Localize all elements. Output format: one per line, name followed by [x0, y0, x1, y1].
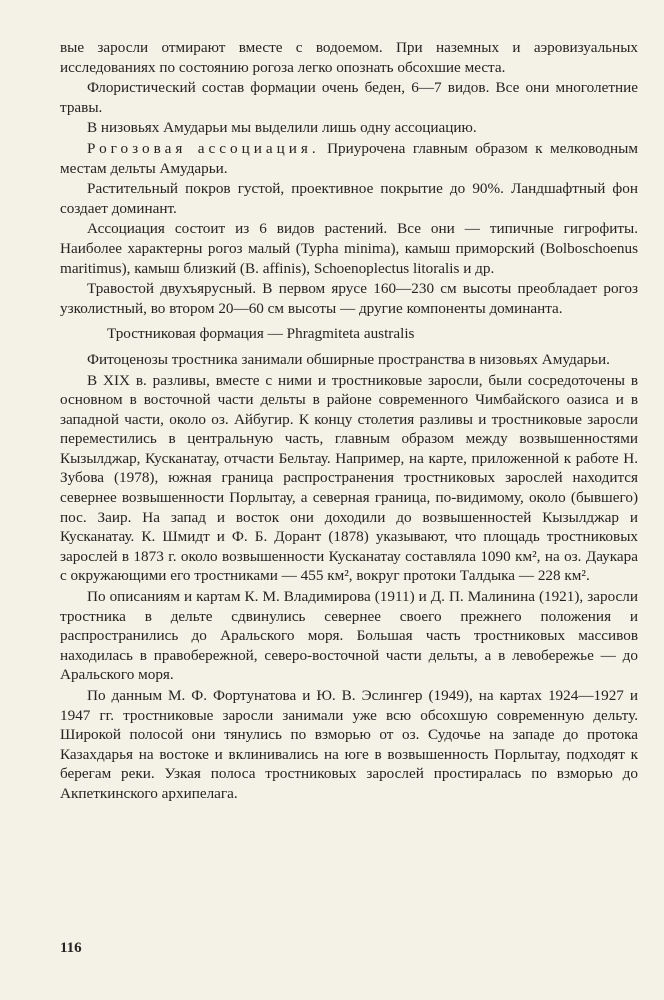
paragraph-vegetation-cover: Растительный покров густой, проективное покрытие до 90%. Ландшафтный фон создает доминант.	[60, 180, 638, 217]
page-number: 116	[60, 940, 82, 956]
formation-heading: Тростниковая формация — Phragmiteta australis	[107, 325, 415, 343]
page-body	[60, 38, 638, 805]
paragraph-floristic-composition: Флористический состав формации очень беден, 6—7 видов. Все они многолетние травы.	[60, 79, 638, 116]
paragraph-species: Ассоциация состоит из 6 видов растений. Все они — типичные гигрофиты. Наиболее характерны рогоз малый (Typha minima), камыш приморский (Bolboschoenus maritimus), камыш близкий (B. affinis), Schoenoplectus litoralis и др.	[60, 220, 638, 277]
association-text: Приурочена главным образом к мелководным местам дельты Амударьи.	[60, 139, 638, 177]
paragraph-xix-century: В XIX в. разливы, вместе с ними и тростниковые заросли, были сосредоточены в основном в восточной части дельты в районе современного Чимбайского оазиса и в западной части, около оз. Айбугир. К концу столетия разливы и тростниковые заросли переместились в центральную часть, главным образом между возвышенностями Кызылджар, Кусканатау, отчасти Бельтау. Например, на карте, приложенной к работе Н. Зубова (1978), южная граница распространения тростниковых зарослей находится севернее возвышенности Порлытау, а северная граница, по-видимому, около (бывшего) пос. Заир. На запад и восток они доходили до возвышенностей Кызылджар и Кусканатау. К. Шмидт и Ф. Б. Дорант (1878) указывают, что площадь тростниковых зарослей в 1873 г. около возвышенности Кусканатау составляла 1090 км², на оз. Даукара с окружающими его тростниками — 455 км², вокруг протоки Талдыка — 228 км².	[60, 371, 638, 585]
paragraph-one-association: В низовьях Амударьи мы выделили лишь одну ассоциацию.	[87, 119, 477, 137]
paragraph-vladimirov-malinin: По описаниям и картам К. М. Владимирова (1911) и Д. П. Малинина (1921), заросли тростника в дельте сдвинулись севернее своего прежнего положения и распространились до Аральского моря. Большая часть тростниковых массивов находилась в правобережной, северо-восточной части дельты, а в левобережье — до Аральского моря.	[60, 588, 638, 684]
association-name: Рогозовая ассоциация.	[87, 139, 320, 157]
paragraph-phytocenoses: Фитоценозы тростника занимали обширные пространства в низовьях Амударьи.	[87, 350, 610, 368]
paragraph-association	[60, 139, 638, 178]
paragraph-continuation: вые заросли отмирают вместе с водоемом. При наземных и аэровизуальных исследованиях по состоянию рогоза легко опознать обсохшие места.	[60, 39, 638, 76]
paragraph-fortunatov-eslinger: По данным М. Ф. Фортунатова и Ю. В. Эслингер (1949), на картах 1924—1927 и 1947 гг. тростниковые заросли занимали уже всю обсохшую современную дельту. Широкой полосой они тянулись по взморью от оз. Судочье на западе до протока Казахдарья на востоке и вклинивались на юге в возвышенность Порлытау, подходят к берегам реки. Узкая полоса тростниковых зарослей простиралась по взморью до Акпеткинского архипелага.	[60, 687, 638, 802]
paragraph-layers: Травостой двухъярусный. В первом ярусе 160—230 см высоты преобладает рогоз узколистный, во втором 20—60 см высоты — другие компоненты доминанта.	[60, 280, 638, 317]
